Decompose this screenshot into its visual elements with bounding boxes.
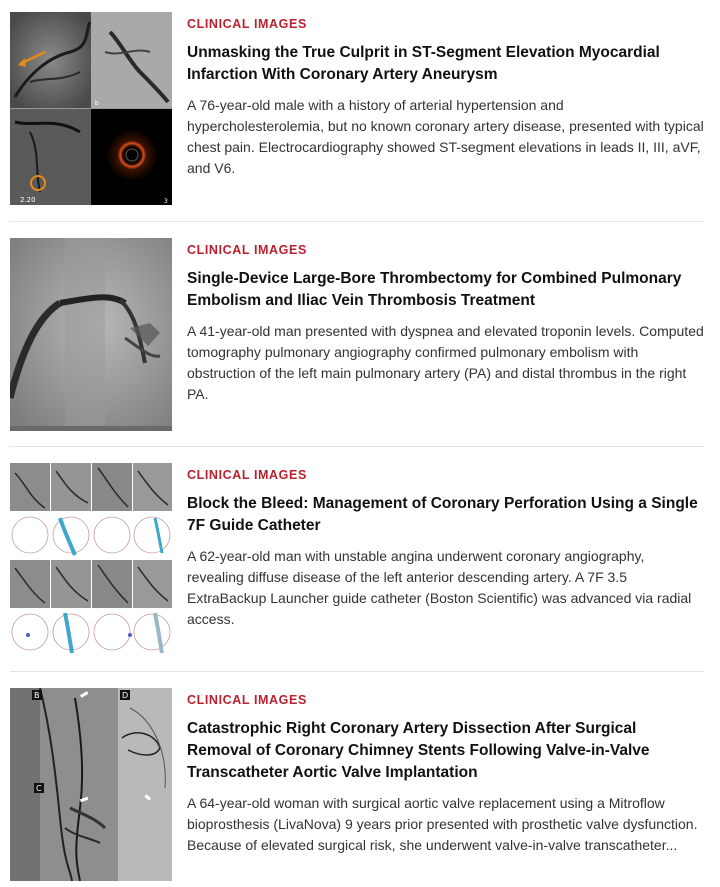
article-thumbnail[interactable] [10, 688, 172, 881]
panel-label: D [122, 691, 129, 700]
article-item [10, 447, 704, 672]
article-thumbnail[interactable] [10, 463, 172, 656]
article-summary: A 41-year-old man presented with dyspnea and elevated troponin levels. Computed tomography pulmonary angiography confirmed pulmonary embolism with obstruction of the left main pulmonary artery (PA) and distal thrombus in the right PA. [187, 323, 704, 402]
article-category[interactable]: CLINICAL IMAGES [187, 693, 307, 707]
article-content [172, 238, 704, 405]
measurement-label: 2.20 [20, 196, 36, 204]
article-item [10, 672, 704, 887]
coronary-grid-image [10, 463, 172, 656]
venogram-image [10, 238, 172, 431]
article-thumbnail[interactable] [10, 238, 172, 431]
article-summary: A 62-year-old man with unstable angina underwent coronary angiography, revealing diffuse disease of the left anterior descending artery. A 7F 3.5 ExtraBackup Launcher guide catheter (Boston Scientific) was advanced via radial access. [187, 548, 692, 627]
fluoroscopy-image [10, 688, 172, 881]
article-content [172, 688, 704, 856]
article-thumbnail[interactable] [10, 12, 172, 205]
panel-label: B [34, 691, 40, 700]
article-content [172, 463, 704, 630]
panel-label: 3 [164, 198, 168, 205]
angiogram-image [10, 12, 172, 205]
article-title[interactable]: Catastrophic Right Coronary Artery Dissection After Surgical Removal of Coronary Chimney Stents Following Valve-in-Valve Transcatheter Aortic Valve Implantation [187, 720, 650, 781]
article-category[interactable]: CLINICAL IMAGES [187, 17, 307, 31]
article-item [10, 12, 704, 222]
article-category[interactable]: CLINICAL IMAGES [187, 243, 307, 257]
article-category[interactable]: CLINICAL IMAGES [187, 468, 307, 482]
article-item [10, 222, 704, 447]
article-content [172, 12, 704, 179]
article-title[interactable]: Unmasking the True Culprit in ST-Segment Elevation Myocardial Infarction With Coronary Artery Aneurysm [187, 44, 660, 83]
article-title[interactable]: Single-Device Large-Bore Thrombectomy for Combined Pulmonary Embolism and Iliac Vein Thrombosis Treatment [187, 270, 682, 309]
article-title[interactable]: Block the Bleed: Management of Coronary Perforation Using a Single 7F Guide Catheter [187, 495, 698, 534]
panel-label: C [36, 784, 42, 793]
article-summary: A 64-year-old woman with surgical aortic valve replacement using a Mitroflow bioprosthesis (LivaNova) 9 years prior presented with prosthetic valve dysfunction. Because of elevated surgical risk, she underwent valve-in-valve transcatheter... [187, 795, 698, 853]
panel-label: b [95, 100, 99, 107]
article-summary: A 76-year-old male with a history of arterial hypertension and hypercholesterolemia, but no known coronary artery disease, presented with typical chest pain. Electrocardiography showed ST-segment elevations in leads II, III, aVF, and V6. [187, 97, 704, 176]
article-feed [10, 12, 704, 887]
